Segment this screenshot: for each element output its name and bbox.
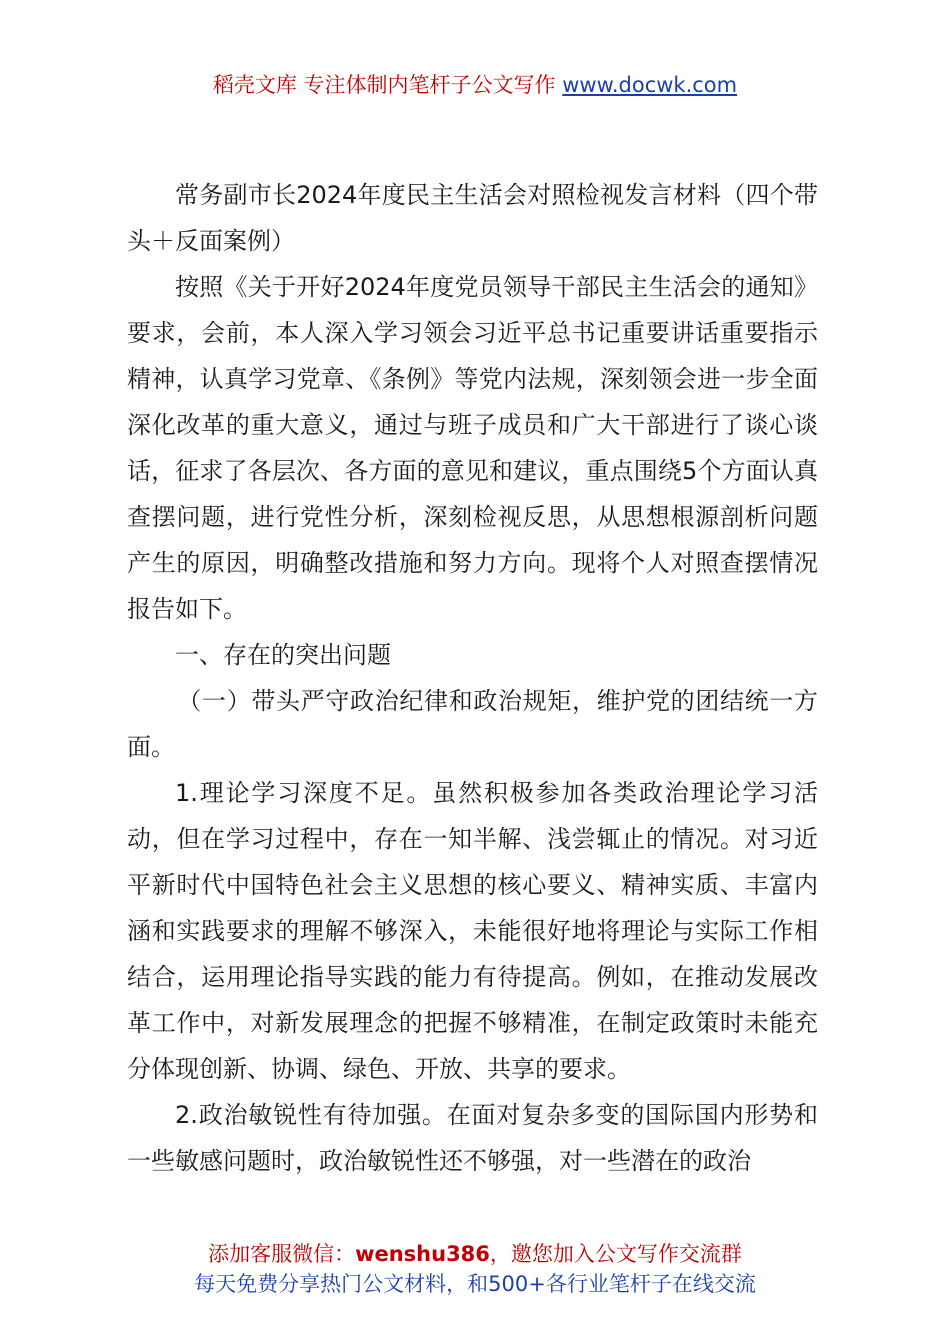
footer-wechat-line xyxy=(0,1239,950,1269)
footer-wechat-suffix: ，邀您加入公文写作交流群 xyxy=(489,1242,742,1266)
page-header xyxy=(0,70,950,100)
footer-wechat-prefix: 添加客服微信： xyxy=(208,1242,356,1266)
footer-promo-line: 每天免费分享热门公文材料，和500+各行业笔杆子在线交流 xyxy=(194,1272,756,1296)
document-body xyxy=(127,172,818,1184)
section-heading: 一、存在的突出问题 xyxy=(175,641,391,669)
body-paragraph: 1.理论学习深度不足。虽然积极参加各类政治理论学习活动，但在学习过程中，存在一知半解、浅尝辄止的情况。对习近平新时代中国特色社会主义思想的核心要义、精神实质、丰富内涵和实践要求的理解不够深入，未能很好地将理论与实际工作相结合，运用理论指导实践的能力有待提高。例如，在推动发展改革工作中，对新发展理念的把握不够精准，在制定政策时未能充分体现创新、协调、绿色、开放、共享的要求。 xyxy=(127,779,818,1083)
document-title: 常务副市长2024年度民主生活会对照检视发言材料（四个带头＋反面案例） xyxy=(127,181,818,255)
site-link[interactable]: www.docwk.com xyxy=(562,73,738,97)
page-footer xyxy=(0,1239,950,1299)
wechat-id: wenshu386 xyxy=(355,1242,490,1266)
brand-slogan: 稻壳文库 专注体制内笔杆子公文写作 xyxy=(212,73,556,97)
intro-paragraph: 按照《关于开好2024年度党员领导干部民主生活会的通知》要求，会前，本人深入学习领会习近平总书记重要讲话重要指示精神，认真学习党章、《条例》等党内法规，深刻领会进一步全面深化改革的重大意义，通过与班子成员和广大干部进行了谈心谈话，征求了各层次、各方面的意见和建议，重点围绕5个方面认真查摆问题，进行党性分析，深刻检视反思，从思想根源剖析问题产生的原因，明确整改措施和努力方向。现将个人对照查摆情况报告如下。 xyxy=(127,273,818,623)
subsection-heading: （一）带头严守政治纪律和政治规矩，维护党的团结统一方面。 xyxy=(127,687,818,761)
body-paragraph: 2.政治敏锐性有待加强。在面对复杂多变的国际国内形势和一些敏感问题时，政治敏锐性还不够强，对一些潜在的政治 xyxy=(127,1101,818,1175)
